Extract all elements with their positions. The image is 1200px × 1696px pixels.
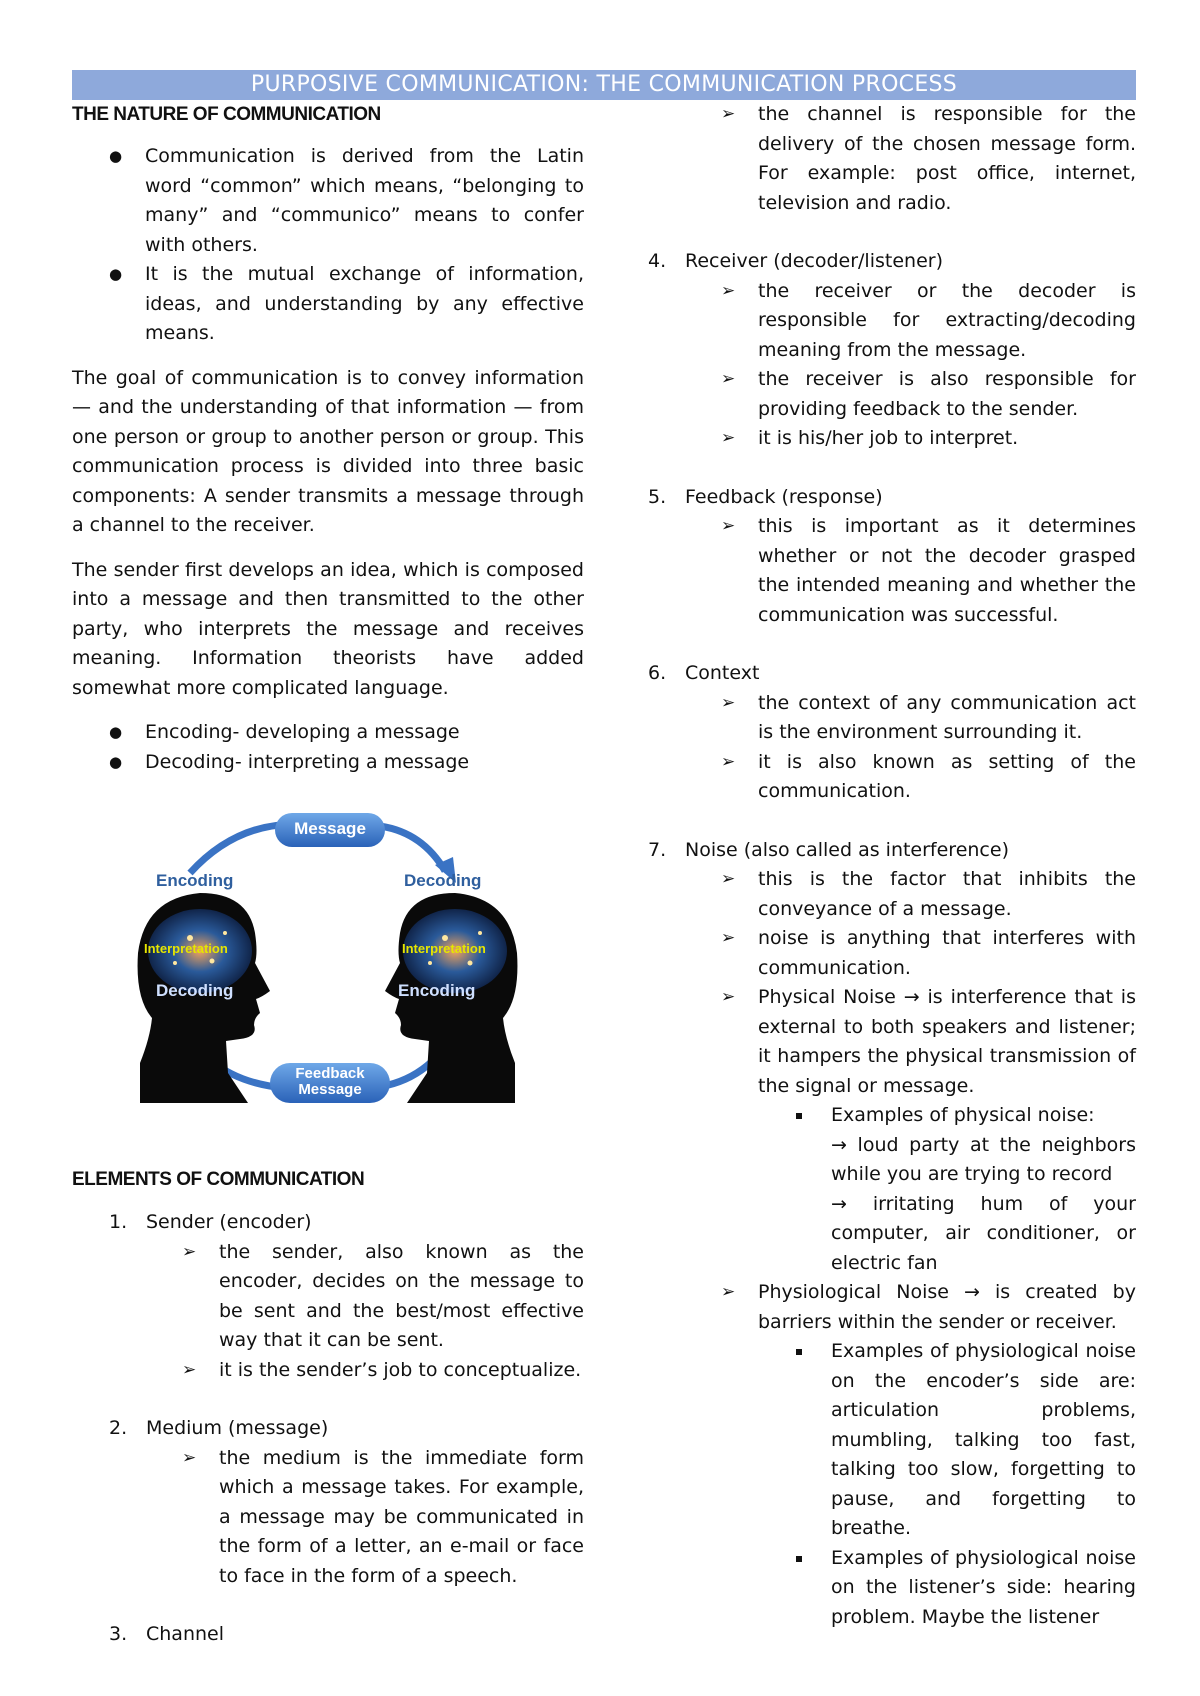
point-text: this is the factor that inhibits the conveyance of a message. (758, 868, 1136, 920)
list-item (721, 512, 1136, 630)
nature-heading: THE NATURE OF COMMUNICATION (72, 104, 381, 125)
item-title: Feedback (response) (685, 485, 883, 508)
item-title: Noise (also called as interference) (685, 838, 1009, 861)
example-text: → irritating hum of your computer, air conditioner, or electric fan (831, 1192, 1136, 1274)
arrow-bullet-icon: ➢ (721, 751, 736, 772)
bullet-text: Decoding- interpreting a message (145, 750, 470, 773)
encoding-top-label: Encoding (156, 871, 234, 890)
message-label: Message (294, 819, 366, 838)
context-points (721, 689, 1136, 807)
point-text: noise is anything that interferes with communication. (758, 927, 1136, 979)
decoding-left-label: Decoding (156, 981, 234, 1000)
point-text: it is the sender’s job to conceptualize. (219, 1358, 582, 1381)
list-item (721, 100, 1136, 218)
arrow-bullet-icon: ➢ (721, 428, 736, 448)
list-item (721, 748, 1136, 807)
point-text: the receiver or the decoder is responsible for extracting/decoding meaning from the message. (758, 279, 1136, 361)
square-bullet-icon (796, 1556, 802, 1562)
list-item (721, 983, 1136, 1101)
list-item (721, 924, 1136, 983)
point-text: Physical Noise → is interference that is external to both speakers and listener; it hampers the physical transmission of the signal or message. (758, 986, 1136, 1097)
sender-points (182, 1238, 584, 1386)
arrow-bullet-icon: ➢ (182, 1241, 197, 1262)
list-item (72, 718, 584, 748)
channel-points (721, 100, 1136, 218)
arrow-bullet-icon: ➢ (721, 369, 736, 389)
point-text: the receiver is also responsible for providing feedback to the sender. (758, 368, 1136, 420)
example-text: Examples of physiological noise on the encoder’s side are: articulation problems, mumbling, talking too fast, talking too slow, forgetting to pause, and forgetting to breathe. (831, 1340, 1136, 1539)
point-text: this is important as it determines whether or not the decoder grasped the intended meaning and whether the communication was successful. (758, 515, 1136, 626)
list-item (721, 865, 1136, 924)
encoding-right-label: Encoding (398, 981, 476, 1000)
item-number: 4. (648, 250, 667, 272)
item-title: Receiver (decoder/listener) (685, 250, 943, 272)
physical-noise-examples (794, 1101, 1136, 1278)
list-item (72, 748, 584, 778)
physiological-noise-examples (794, 1337, 1136, 1632)
nature-bullet-list (72, 142, 584, 349)
diagram-graphic (130, 813, 520, 1103)
medium-points (182, 1444, 584, 1592)
item-number: 1. (109, 1211, 128, 1233)
point-text: it is also known as setting of the communication. (758, 750, 1136, 802)
list-item (794, 1337, 1136, 1544)
list-item (109, 1208, 584, 1238)
list-item (721, 1278, 1136, 1337)
point-text: the sender, also known as the encoder, decides on the message to be sent and the best/most effective way that it can be sent. (219, 1240, 584, 1351)
square-bullet-icon (796, 1113, 802, 1119)
decoding-top-label: Decoding (404, 871, 482, 890)
list-item (72, 260, 584, 349)
bullet-text: It is the mutual exchange of information, ideas, and understanding by any effective means. (145, 263, 584, 344)
item-title: Medium (message) (146, 1417, 329, 1439)
feedback-points (721, 512, 1136, 630)
example-text: Examples of physiological noise on the listener’s side: hearing problem. Maybe the listener (831, 1546, 1136, 1628)
physiological-noise-point (721, 1278, 1136, 1337)
paragraph-sender: The sender first develops an idea, which is composed into a message and then transmitted to the other party, who interprets the message and receives meaning. Information theorists have added somewhat more complicated language. (72, 558, 584, 699)
point-text: the context of any communication act is the environment surrounding it. (758, 691, 1136, 743)
point-text: the medium is the immediate form which a message takes. For example, a message may be communicated in the form of a letter, an e-mail or face to face in the form of a speech. (219, 1446, 584, 1587)
bullet-icon: ● (109, 723, 123, 741)
list-item (648, 247, 1136, 277)
feedback-label-line2: Message (298, 1081, 362, 1098)
item-title: Channel (146, 1623, 225, 1645)
example-text: Examples of physical noise: (831, 1104, 1095, 1126)
list-item (648, 659, 1136, 689)
arrow-bullet-icon: ➢ (182, 1359, 197, 1380)
list-item (721, 424, 1136, 454)
point-text: the channel is responsible for the delivery of the chosen message form. For example: post office, internet, television and radio. (758, 103, 1136, 214)
page-title: PURPOSIVE COMMUNICATION: THE COMMUNICATION PROCESS (72, 70, 1136, 100)
right-column (648, 100, 1136, 1632)
example-text: → loud party at the neighbors while you are trying to record (831, 1133, 1136, 1185)
arrow-bullet-icon: ➢ (721, 987, 736, 1007)
list-item (182, 1444, 584, 1592)
left-column (72, 100, 584, 1650)
bullet-text: Communication is derived from the Latin word “common” which means, “belonging to many” and “communico” means to confer with others. (145, 145, 584, 256)
bullet-icon: ● (109, 147, 123, 165)
item-title: Sender (encoder) (146, 1211, 312, 1233)
arrow-bullet-icon: ➢ (721, 1282, 736, 1302)
elements-list (109, 1208, 584, 1650)
interpretation-left-label: Interpretation (144, 941, 228, 956)
item-number: 3. (109, 1623, 128, 1645)
item-number: 6. (648, 662, 667, 684)
list-item (721, 277, 1136, 366)
communication-cycle-diagram (130, 813, 520, 1103)
list-item (72, 142, 584, 260)
bullet-icon: ● (109, 265, 123, 283)
coding-bullet-list (72, 718, 584, 777)
point-text: Physiological Noise → is created by barriers within the sender or receiver. (758, 1281, 1136, 1333)
list-item (182, 1356, 584, 1386)
list-item (794, 1544, 1136, 1633)
item-title: Context (685, 662, 760, 684)
bullet-text: Encoding- developing a message (145, 721, 460, 743)
list-item (794, 1101, 1136, 1278)
list-item (721, 365, 1136, 424)
item-number: 2. (109, 1417, 128, 1439)
elements-heading: ELEMENTS OF COMMUNICATION (72, 1169, 365, 1190)
square-bullet-icon (796, 1349, 802, 1355)
item-number: 5. (648, 485, 667, 508)
point-text: it is his/her job to interpret. (758, 427, 1019, 449)
item-number: 7. (648, 838, 667, 861)
arrow-bullet-icon: ➢ (182, 1447, 197, 1468)
arrow-bullet-icon: ➢ (721, 104, 736, 124)
noise-points (721, 865, 1136, 1101)
feedback-label-line1: Feedback (295, 1065, 365, 1082)
list-item (182, 1238, 584, 1356)
receiver-points (721, 277, 1136, 454)
bullet-icon: ● (109, 752, 123, 771)
list-item (109, 1620, 584, 1650)
paragraph-goal: The goal of communication is to convey information — and the understanding of that information — from one person or group to another person or group. This communication process is divided into three basic components: A sender transmits a message through a channel to the receiver. (72, 366, 584, 536)
interpretation-right-label: Interpretation (402, 941, 486, 956)
list-item (721, 689, 1136, 748)
arrow-bullet-icon: ➢ (721, 869, 736, 889)
list-item (648, 483, 1136, 513)
arrow-bullet-icon: ➢ (721, 928, 736, 948)
list-item (109, 1414, 584, 1444)
arrow-bullet-icon: ➢ (721, 692, 736, 713)
arrow-bullet-icon: ➢ (721, 280, 736, 301)
list-item (648, 836, 1136, 866)
arrow-bullet-icon: ➢ (721, 516, 736, 536)
